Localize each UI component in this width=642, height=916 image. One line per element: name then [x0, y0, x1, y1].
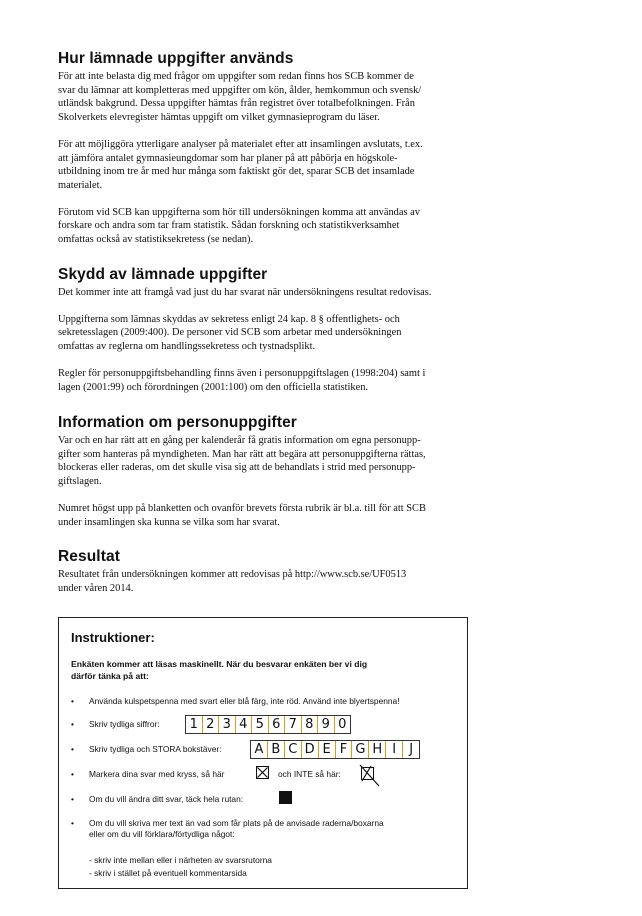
section-protection: [58, 265, 504, 394]
section-results: [58, 547, 504, 595]
letter-cell: B: [268, 741, 285, 758]
section-heading: Information om personuppgifter: [58, 414, 297, 431]
digit-cell: 4: [236, 716, 253, 733]
bullet-dot: •: [71, 794, 74, 804]
letter-cell: G: [352, 741, 369, 758]
instructions-box: [58, 617, 468, 889]
letter-cell: I: [386, 741, 403, 758]
bullet-dot: •: [71, 719, 74, 729]
digit-cell: 7: [285, 716, 302, 733]
instruction-text: Markera dina svar med kryss, så här: [89, 769, 225, 779]
digit-cell: 5: [252, 716, 269, 733]
sub-instruction: - skriv i stället på eventuell kommentarsida: [89, 868, 247, 878]
letter-cell: A: [251, 741, 268, 758]
digit-cell: 0: [338, 717, 347, 732]
digit-cell: 2: [203, 716, 220, 733]
letter-cell: J: [409, 742, 414, 757]
bullet-dot: •: [71, 818, 74, 828]
instructions-title: Instruktioner:: [71, 630, 155, 645]
incorrect-cross-checkbox-icon: [358, 764, 382, 788]
bullet-dot: •: [71, 769, 74, 779]
paragraph: Numret högst upp på blanketten och ovanför brevets första rubrik är bl.a. till för att SCB under insamlingen ska kunna se vilka som har svarat.: [58, 502, 426, 528]
paragraph: För att inte belasta dig med frågor om uppgifter som redan finns hos SCB kommer de svar du lämnar att kompletteras med uppgifter om kön, ålder, hemkommun och svensk/ utländsk bakgrund. Dessa uppgifter hämtas från registret över totalbefolkningen. Från Skolverkets elevregister hämtas uppgift om vilket gymnasieprogram du läser.: [58, 71, 422, 124]
letter-cell: D: [302, 741, 319, 758]
instructions-intro: Enkäten kommer att läsas maskinellt. När du besvarar enkäten ber vi dig därför tänka på att:: [71, 659, 368, 681]
digits-sample: [185, 715, 351, 734]
bullet-dot: •: [71, 744, 74, 754]
section-heading: Hur lämnade uppgifter används: [58, 50, 294, 67]
paragraph: Uppgifterna som lämnas skyddas av sekretess enligt 24 kap. 8 § offentlighets- och sekretesslagen (2009:400). De personer vid SCB som arbetar med undersökningen omfattas av reglerna om handlingssekretess och tystnadsplikt.: [58, 313, 402, 353]
bullet-dot: •: [71, 696, 74, 706]
instruction-text: Använda kulspetspenna med svart eller blå färg, inte röd. Använd inte blyertspenna!: [89, 696, 400, 706]
letters-sample: [250, 740, 420, 759]
paragraph: För att möjliggöra ytterligare analyser på materialet efter att insamlingen avslutats, t.ex. att jämföra antalet gymnasieungdomar som har planer på att påbörja en högskole- utbildning inom tre år med hur många som faktiskt gör det, sparar SCB det insamlade materialet.: [58, 138, 423, 191]
correct-cross-checkbox-icon: [256, 766, 270, 780]
instruction-text: Skriv tydliga och STORA bokstäver:: [89, 744, 222, 754]
paragraph: Resultatet från undersökningen kommer att redovisas på http://www.scb.se/UF0513 under våren 2014.: [58, 569, 407, 594]
digit-cell: 1: [186, 716, 203, 733]
letter-cell: F: [336, 741, 353, 758]
instruction-text: Om du vill ändra ditt svar, täck hela rutan:: [89, 794, 244, 804]
digit-cell: 8: [302, 716, 319, 733]
paragraph: Det kommer inte att framgå vad just du har svarat när undersökningens resultat redovisas.: [58, 287, 432, 298]
section-heading: Skydd av lämnade uppgifter: [58, 266, 268, 283]
sub-instruction: - skriv inte mellan eller i närheten av svarsrutorna: [89, 855, 272, 865]
digit-cell: 9: [318, 716, 335, 733]
filled-box-icon: [279, 791, 292, 804]
paragraph: Förutom vid SCB kan uppgifterna som hör till undersökningen komma att användas av forskare och andra som tar fram statistik. Sådan forskning och statistikverksamhet omfattas också av statistiksekretess (se nedan).: [58, 206, 420, 246]
instruction-text: Skriv tydliga siffror:: [89, 719, 160, 729]
digit-cell: 3: [219, 716, 236, 733]
instruction-text: Om du vill skriva mer text än vad som får plats på de anvisade raderna/boxarna eller om du vill förklara/förtydliga något:: [89, 818, 384, 839]
letter-cell: H: [369, 741, 386, 758]
section-personal-data: [58, 413, 504, 529]
mark-not-text: och INTE så här:: [278, 769, 341, 779]
section-heading: Resultat: [58, 548, 120, 565]
paragraph: Var och en har rätt att en gång per kalenderår få gratis information om egna personupp- gifter som hanteras på myndigheten. Man har rätt att begära att personuppgifterna rättas, blockeras eller raderas, om det skulle visa sig att de behandlats i strid med personupp- giftslagen.: [58, 435, 426, 488]
digit-cell: 6: [269, 716, 286, 733]
letter-cell: C: [285, 741, 302, 758]
letter-cell: E: [319, 741, 336, 758]
section-usage: [58, 49, 504, 247]
paragraph: Regler för personuppgiftsbehandling finns även i personuppgiftslagen (1998:204) samt i lagen (2001:99) och förordningen (2001:100) om den officiella statistiken.: [58, 367, 426, 393]
